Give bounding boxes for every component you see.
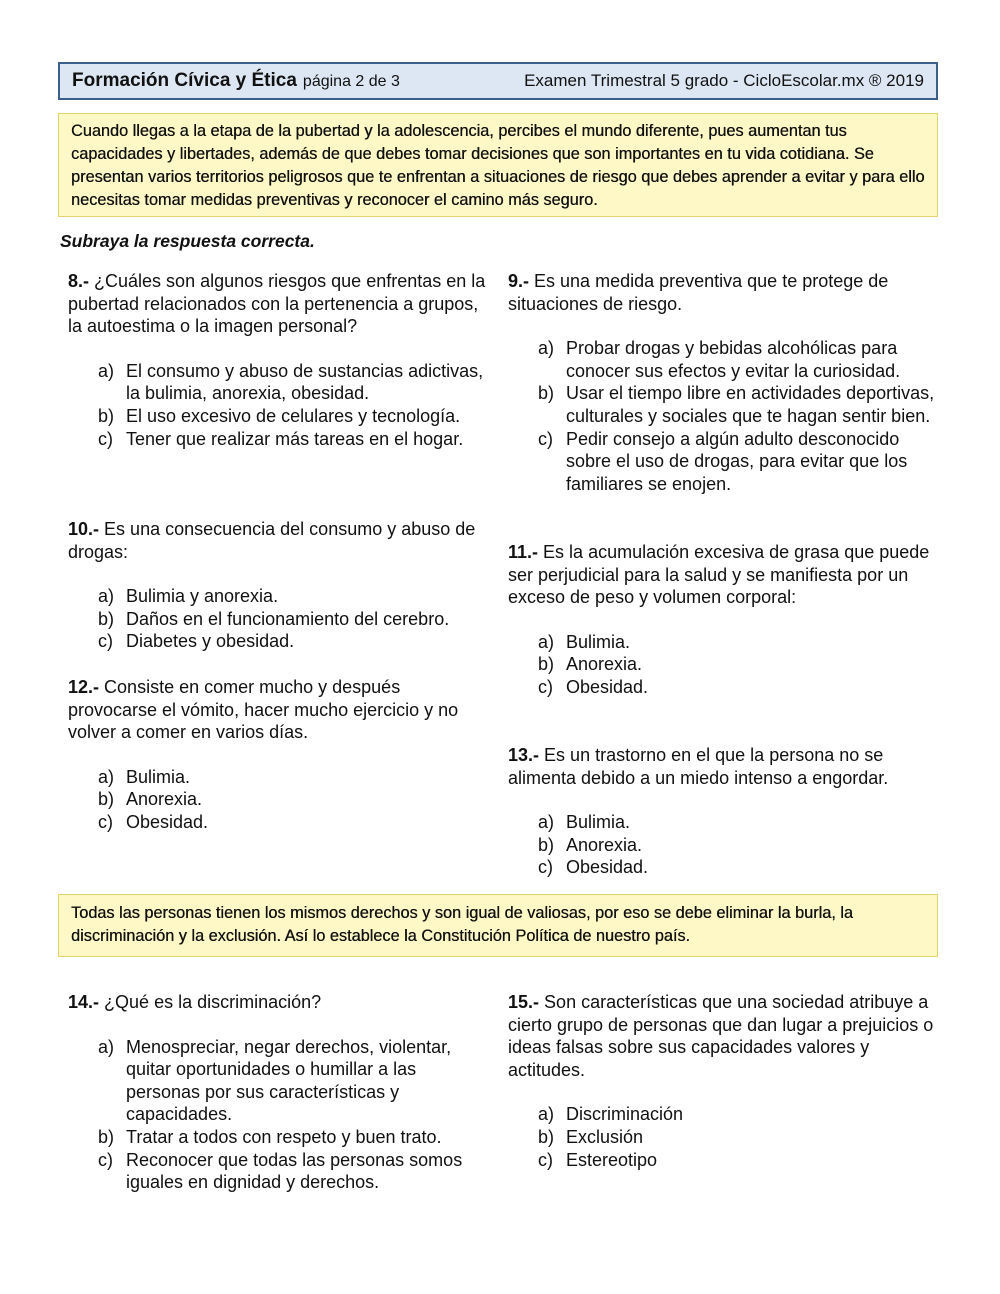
question-number: 14.-: [68, 992, 100, 1012]
question-stem: [68, 676, 488, 744]
question-text: Es un trastorno en el que la persona no se alimenta debido a un miedo intenso a engordar.: [508, 745, 889, 788]
header-left: [72, 70, 400, 92]
exam-info: Examen Trimestral 5 grado - CicloEscolar.mx ® 2019: [524, 71, 924, 90]
option-text: Exclusión: [566, 1126, 644, 1147]
option-c[interactable]: c) Pedir consejo a algún adulto desconocido sobre el uso de drogas, para evitar que los familiares se enojen.: [538, 428, 908, 494]
option-c[interactable]: c) Estereotipo: [538, 1149, 658, 1170]
question-stem: [508, 541, 938, 609]
option-text: Reconocer que todas las personas somos iguales en dignidad y derechos.: [126, 1149, 463, 1193]
options-list: [508, 1103, 938, 1171]
intro-note: Cuando llegas a la etapa de la pubertad y la adolescencia, percibes el mundo diferente, pues aumentan tus capacidades y libertades, además de que debes tomar decisiones que son importantes en tu vida cotidiana. Se presentan varios territorios peligrosos que te enfrentan a situaciones de riesgo que debes aprender a evitar y para ello necesitas tomar medidas preventivas y reconocer el camino más seguro.: [58, 113, 938, 217]
option-text: Probar drogas y bebidas alcohólicas para conocer sus efectos y evitar la curiosidad.: [566, 338, 901, 381]
option-b[interactable]: b) Anorexia.: [538, 654, 643, 675]
question-number: 10.-: [68, 519, 100, 539]
option-a[interactable]: a) Bulimia.: [538, 812, 631, 833]
question-number: 12.-: [68, 677, 100, 697]
question-8: [68, 270, 488, 450]
options-list: [68, 1036, 488, 1194]
option-b[interactable]: b) Anorexia.: [98, 789, 203, 810]
option-b[interactable]: b) El uso excesivo de celulares y tecnología.: [98, 405, 461, 426]
option-text: Anorexia.: [566, 834, 643, 855]
option-text: Pedir consejo a algún adulto desconocido sobre el uso de drogas, para evitar que los familiares se enojen.: [566, 428, 908, 494]
option-text: Usar el tiempo libre en actividades deportivas, culturales y sociales que te hagan sentir bien.: [566, 383, 935, 426]
question-text: Es la acumulación excesiva de grasa que puede ser perjudicial para la salud y se manifiesta por un exceso de peso y volumen corporal:: [508, 542, 930, 608]
option-text: Anorexia.: [126, 789, 203, 810]
option-a[interactable]: a) Menospreciar, negar derechos, violentar, quitar oportunidades o humillar a las personas por sus características y capacidades.: [98, 1036, 452, 1125]
options-list: [68, 360, 488, 450]
option-text: Obesidad.: [566, 676, 649, 697]
option-c[interactable]: c) Tener que realizar más tareas en el hogar.: [98, 428, 464, 449]
options-list: [508, 811, 938, 879]
page-info: página 2 de 3: [302, 73, 400, 90]
option-text: Anorexia.: [566, 654, 643, 675]
question-number: 11.-: [508, 542, 539, 562]
option-text: El consumo y abuso de sustancias adictivas, la bulimia, anorexia, obesidad.: [126, 360, 484, 404]
option-a[interactable]: a) Bulimia.: [98, 766, 191, 787]
option-a[interactable]: a) Bulimia.: [538, 631, 631, 652]
question-number: 13.-: [508, 745, 540, 765]
option-c[interactable]: c) Diabetes y obesidad.: [98, 631, 295, 652]
question-text: Es una medida preventiva que te protege de situaciones de riesgo.: [508, 271, 889, 314]
question-stem: [508, 991, 938, 1081]
option-text: El uso excesivo de celulares y tecnología.: [126, 405, 461, 426]
option-b[interactable]: b) Tratar a todos con respeto y buen trato.: [98, 1126, 442, 1147]
question-text: Son características que una sociedad atribuye a cierto grupo de personas que dan lugar a prejuicios o ideas falsas sobre sus capacidades valores y actitudes.: [508, 992, 934, 1080]
question-12: [68, 676, 488, 834]
option-c[interactable]: c) Reconocer que todas las personas somos iguales en dignidad y derechos.: [98, 1149, 463, 1193]
question-text: ¿Cuáles son algunos riesgos que enfrentas en la pubertad relacionados con la pertenencia a grupos, la autoestima o la imagen personal?: [68, 271, 486, 337]
options-list: [68, 585, 488, 653]
question-text: Consiste en comer mucho y después provocarse el vómito, hacer mucho ejercicio y no volver a comer en varios días.: [68, 677, 459, 743]
option-text: Menospreciar, negar derechos, violentar, quitar oportunidades o humillar a las personas por sus características y capacidades.: [126, 1036, 452, 1125]
option-text: Tener que realizar más tareas en el hogar.: [126, 428, 464, 449]
question-text: Es una consecuencia del consumo y abuso de drogas:: [68, 519, 476, 562]
question-11: [508, 541, 938, 699]
option-c[interactable]: c) Obesidad.: [98, 811, 209, 832]
option-b[interactable]: b) Exclusión: [538, 1126, 644, 1147]
question-9: [508, 270, 938, 495]
option-text: Diabetes y obesidad.: [126, 631, 295, 652]
option-text: Tratar a todos con respeto y buen trato.: [126, 1126, 442, 1147]
question-14: [68, 991, 488, 1194]
rights-note: Todas las personas tienen los mismos derechos y son igual de valiosas, por eso se debe eliminar la burla, la discriminación y la exclusión. Así lo establece la Constitución Política de nuestro país.: [58, 894, 938, 957]
option-text: Discriminación: [566, 1104, 684, 1125]
question-13: [508, 744, 938, 879]
option-c[interactable]: c) Obesidad.: [538, 857, 649, 878]
options-list: [508, 337, 938, 495]
subject-title: Formación Cívica y Ética: [72, 70, 297, 91]
option-text: Bulimia.: [566, 812, 631, 833]
option-c[interactable]: c) Obesidad.: [538, 676, 649, 697]
option-a[interactable]: a) Bulimia y anorexia.: [98, 586, 279, 607]
question-stem: [508, 270, 938, 315]
option-a[interactable]: a) Probar drogas y bebidas alcohólicas para conocer sus efectos y evitar la curiosidad.: [538, 338, 901, 381]
question-15: [508, 991, 938, 1171]
option-b[interactable]: b) Usar el tiempo libre en actividades deportivas, culturales y sociales que te hagan sentir bien.: [538, 383, 935, 426]
option-text: Bulimia.: [126, 766, 191, 787]
question-stem: [508, 744, 938, 789]
options-list: [508, 631, 938, 699]
page-header: [58, 62, 938, 100]
instruction: Subraya la respuesta correcta.: [60, 231, 315, 251]
question-stem: [68, 518, 488, 563]
option-text: Obesidad.: [566, 857, 649, 878]
question-stem: [68, 991, 488, 1014]
option-text: Bulimia y anorexia.: [126, 586, 279, 607]
option-a[interactable]: a) Discriminación: [538, 1104, 684, 1125]
option-b[interactable]: b) Anorexia.: [538, 834, 643, 855]
question-number: 15.-: [508, 992, 540, 1012]
option-text: Daños en el funcionamiento del cerebro.: [126, 608, 450, 629]
question-stem: [68, 270, 488, 338]
option-b[interactable]: b) Daños en el funcionamiento del cerebro.: [98, 608, 450, 629]
option-text: Bulimia.: [566, 631, 631, 652]
question-text: ¿Qué es la discriminación?: [104, 992, 322, 1012]
question-number: 8.-: [68, 271, 90, 291]
question-number: 9.-: [508, 271, 530, 291]
option-a[interactable]: a) El consumo y abuso de sustancias adictivas, la bulimia, anorexia, obesidad.: [98, 360, 484, 404]
option-text: Estereotipo: [566, 1149, 658, 1170]
options-list: [68, 766, 488, 834]
option-text: Obesidad.: [126, 811, 209, 832]
question-10: [68, 518, 488, 653]
